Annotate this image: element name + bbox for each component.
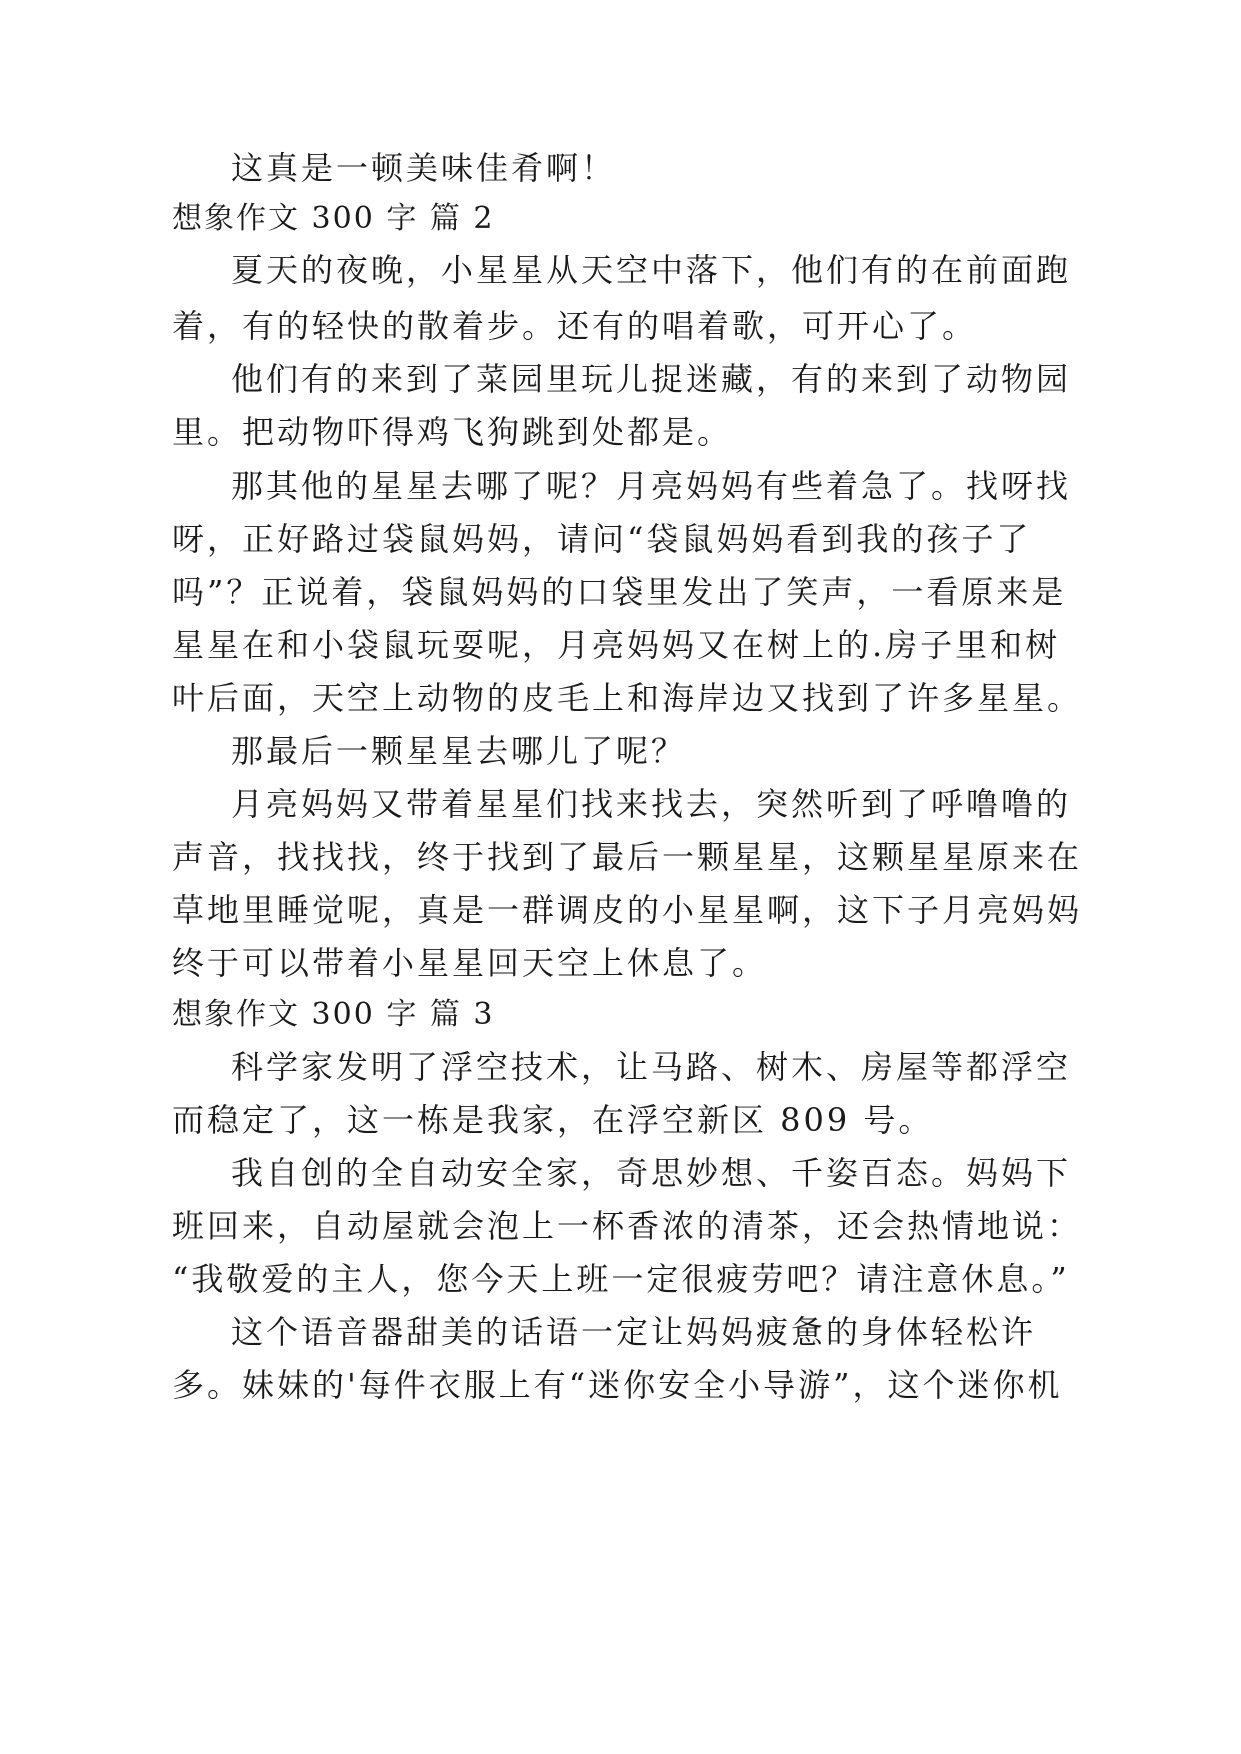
text-line: 呀，正好路过袋鼠妈妈，请问“袋鼠妈妈看到我的孩子了 — [172, 520, 1032, 558]
text-line: 星星在和小袋鼠玩耍呢，月亮妈妈又在树上的.房子里和树 — [172, 626, 1061, 664]
text-line: 叶后面，天空上动物的皮毛上和海岸边又找到了许多星星。 — [172, 679, 1083, 717]
section-heading: 想象作文 300 字 篇 2 — [172, 201, 495, 236]
text-line: 声音，找找找，终于找到了最后一颗星星，这颗星星原来在 — [172, 838, 1083, 876]
text-line: 科学家发明了浮空技术，让马路、树木、房屋等都浮空 — [231, 1048, 1072, 1086]
text-line: “我敬爱的主人，您今天上班一定很疲劳吧？请注意休息。” — [172, 1260, 1070, 1298]
text-line: 那最后一颗星星去哪儿了呢？ — [231, 732, 687, 770]
text-line: 月亮妈妈又带着星星们找来找去，突然听到了呼噜噜的 — [231, 785, 1072, 823]
text-line: 着，有的轻快的散着步。还有的唱着歌，可开心了。 — [172, 307, 978, 345]
section-heading: 想象作文 300 字 篇 3 — [172, 997, 495, 1032]
text-line: 里。把动物吓得鸡飞狗跳到处都是。 — [172, 413, 733, 451]
text-line: 而稳定了，这一栋是我家，在浮空新区 809 号。 — [172, 1101, 934, 1139]
text-line: 草地里睡觉呢，真是一群调皮的小星星啊，这下子月亮妈妈 — [172, 891, 1083, 929]
text-line: 我自创的全自动安全家，奇思妙想、千姿百态。妈妈下 — [231, 1154, 1072, 1192]
text-line: 他们有的来到了菜园里玩儿捉迷藏，有的来到了动物园 — [231, 360, 1072, 398]
text-line: 这真是一顿美味佳肴啊！ — [231, 149, 617, 187]
text-line: 夏天的夜晚，小星星从天空中落下，他们有的在前面跑 — [231, 251, 1072, 289]
text-line: 终于可以带着小星星回天空上休息了。 — [172, 944, 768, 982]
text-line: 班回来，自动屋就会泡上一杯香浓的清茶，还会热情地说： — [172, 1207, 1083, 1245]
text-line: 吗”？正说着，袋鼠妈妈的口袋里发出了笑声，一看原来是 — [172, 573, 1067, 611]
text-line: 这个语音器甜美的话语一定让妈妈疲惫的身体轻松许 — [231, 1313, 1037, 1351]
text-line: 那其他的星星去哪了呢？月亮妈妈有些着急了。找呀找 — [231, 467, 1072, 505]
text-line: 多。妹妹的'每件衣服上有“迷你安全小导游”，这个迷你机 — [172, 1366, 1063, 1404]
